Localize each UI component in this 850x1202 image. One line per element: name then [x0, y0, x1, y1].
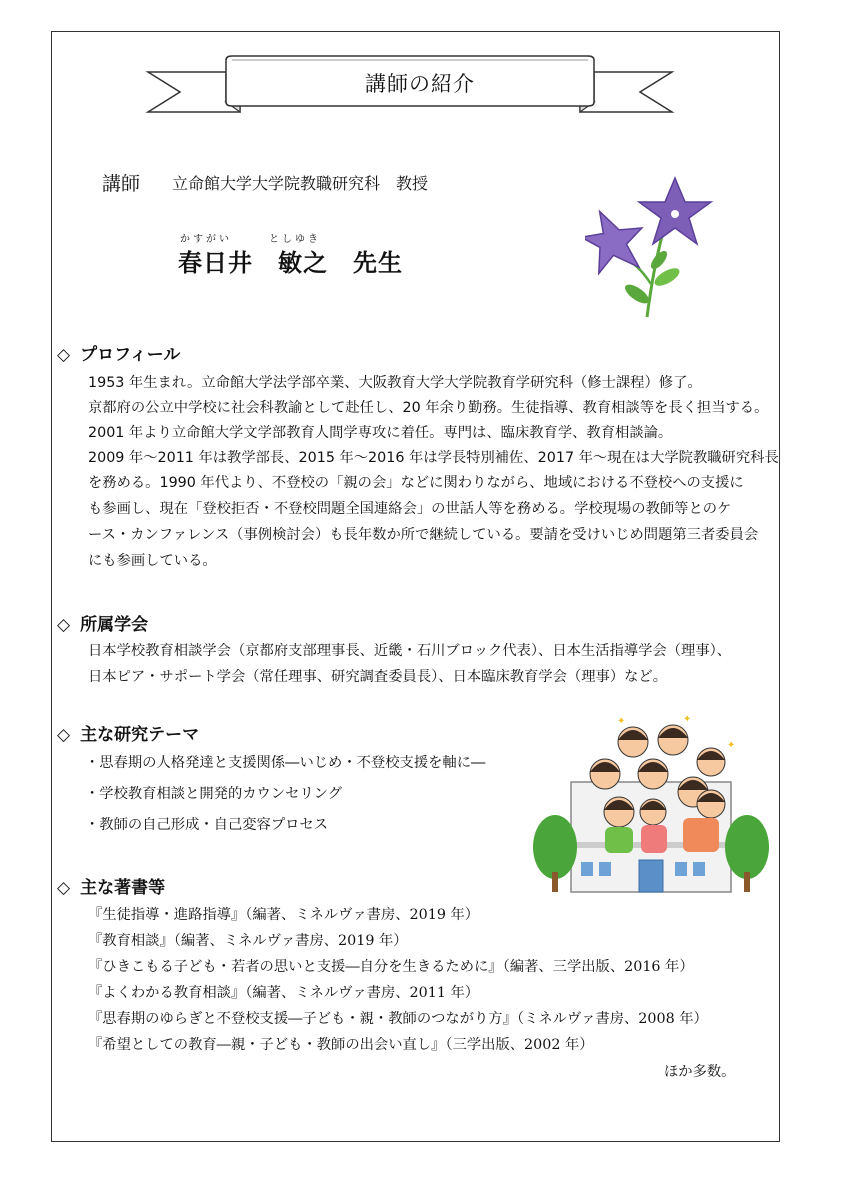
- profile-line: 1953 年生まれ。立命館大学法学部卒業、大阪教育大学大学院教育学研究科（修士課程）修了。: [88, 375, 702, 391]
- bellflower-illustration: [585, 172, 730, 322]
- diamond-icon: ◇: [57, 878, 71, 898]
- research-item: ・教師の自己形成・自己変容プロセス: [85, 817, 329, 833]
- profile-line: を務める。1990 年代より、不登校の「親の会」などに関わりながら、地域における不登校への支援に: [88, 475, 744, 491]
- research-heading: ◇ 主な研究テーマ: [57, 725, 200, 745]
- banner-title: 講師の紹介: [365, 72, 475, 96]
- society-line: 日本ピア・サポート学会（常任理事、研究調査委員長）、日本臨床教育学会（理事）など。: [88, 669, 668, 685]
- profile-line: も参画し、現在「登校拒否・不登校問題全国連絡会」の世話人等を務める。学校現場の教師等とのケ: [88, 501, 732, 517]
- diamond-icon: ◇: [57, 345, 71, 365]
- profile-line: 2009 年～2011 年は教学部長、2015 年～2016 年は学長特別補佐、2017 年～現在は大学院教職研究科長: [88, 450, 779, 466]
- book-item: 『生徒指導・進路指導』（編著、ミネルヴァ書房、2019 年）: [88, 907, 480, 923]
- book-item: 『希望としての教育―親・子ども・教師の出会い直し』（三学出版、2002 年）: [88, 1037, 594, 1053]
- reading-given-name: としゆき: [269, 234, 321, 245]
- books-heading: ◇ 主な著書等: [57, 878, 166, 898]
- book-item: 『思春期のゆらぎと不登校支援―子ども・親・教師のつながり方』（ミネルヴァ書房、2008 年）: [88, 1011, 708, 1027]
- profile-line: 2001 年より立命館大学文学部教育人間学専攻に着任。専門は、臨床教育学、教育相談論。: [88, 425, 673, 441]
- lecturer-label: 講師: [102, 173, 141, 195]
- profile-line: 京都府の公立中学校に社会科教諭として赴任し、20 年余り勤務。生徒指導、教育相談等を長く担当する。: [88, 400, 769, 416]
- society-line: 日本学校教育相談学会（京都府支部理事長、近畿・石川ブロック代表）、日本生活指導学会（理事）、: [88, 643, 732, 659]
- book-item: 『教育相談』（編著、ミネルヴァ書房、2019 年）: [88, 933, 408, 949]
- children-school-illustration: [533, 712, 769, 898]
- books-footer: ほか多数。: [664, 1064, 736, 1080]
- lecturer-affiliation: 立命館大学大学院教職研究科 教授: [172, 174, 429, 193]
- svg-text:✦: ✦: [617, 716, 626, 727]
- diamond-icon: ◇: [57, 615, 71, 635]
- lecturer-name: 春日井 敏之 先生: [178, 249, 403, 277]
- book-item: 『よくわかる教育相談』（編著、ミネルヴァ書房、2011 年）: [88, 985, 480, 1001]
- profile-heading: ◇ プロフィール: [57, 345, 181, 365]
- svg-text:✦: ✦: [727, 740, 736, 751]
- book-item: 『ひきこもる子ども・若者の思いと支援―自分を生きるために』（編著、三学出版、2016 年）: [88, 959, 694, 975]
- profile-line: ース・カンファレンス（事例検討会）も長年数か所で継続している。要請を受けいじめ問題第三者委員会: [88, 527, 759, 543]
- reading-family-name: かすがい: [180, 234, 232, 245]
- societies-heading: ◇ 所属学会: [57, 615, 149, 635]
- diamond-icon: ◇: [57, 725, 71, 745]
- svg-text:✦: ✦: [683, 714, 692, 725]
- research-item: ・思春期の人格発達と支援関係―いじめ・不登校支援を軸に―: [85, 755, 486, 771]
- profile-line: にも参画している。: [88, 553, 217, 569]
- research-item: ・学校教育相談と開発的カウンセリング: [85, 786, 343, 802]
